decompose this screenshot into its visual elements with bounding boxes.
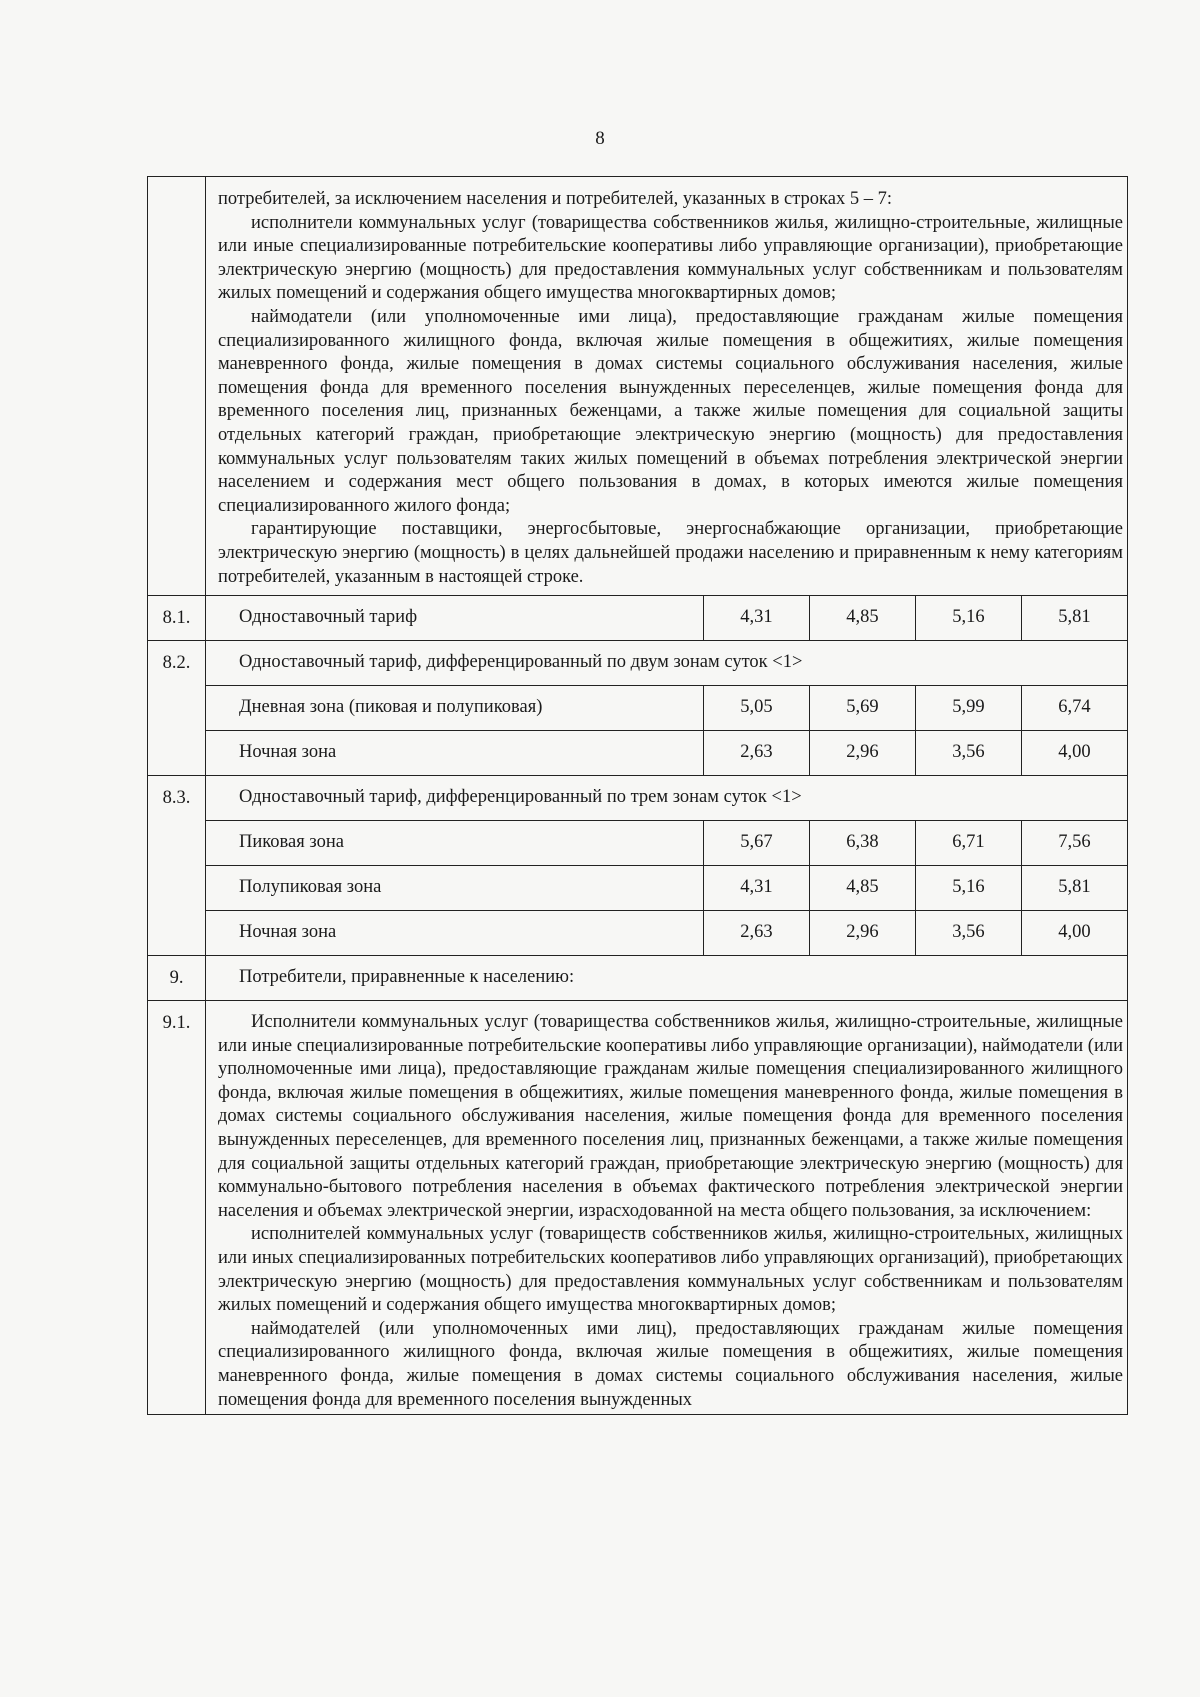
- value-cell: 5,99: [915, 686, 1021, 731]
- table-row-9: [148, 956, 1128, 1001]
- value-cell: 3,56: [915, 911, 1021, 956]
- table-row-continuation: [148, 177, 1128, 596]
- value-cell: 4,31: [703, 596, 809, 641]
- paragraph: исполнителей коммунальных услуг (товариществ собственников жилья, жилищно-строительных, жилищных или иных специализированных потребительских кооперативов либо управляющих организаций), приобретающих электрическую энергию (мощность) для предоставления коммунальных услуг собственникам и пользователям жилых помещений и содержания общего имущества многоквартирных домов;: [218, 1224, 1123, 1316]
- continuation-text-cell: [206, 177, 1128, 596]
- tariff-table: [147, 176, 1128, 1415]
- value-cell: 3,56: [915, 731, 1021, 776]
- row-number: 9.1.: [148, 1001, 206, 1415]
- row-number: 8.3.: [148, 776, 206, 956]
- row-label: Ночная зона: [206, 911, 704, 956]
- value-cell: 2,63: [703, 731, 809, 776]
- value-cell: 5,05: [703, 686, 809, 731]
- row-label: Дневная зона (пиковая и полупиковая): [206, 686, 704, 731]
- paragraph: гарантирующие поставщики, энергосбытовые, энергоснабжающие организации, приобретающие электрическую энергию (мощность) в целях дальнейшей продажи населению и приравненным к нему категориям потребителей, указанным в настоящей строке.: [218, 519, 1123, 587]
- table-row-8-3-peak: [148, 821, 1128, 866]
- row-label: Пиковая зона: [206, 821, 704, 866]
- paragraph: наймодатели (или уполномоченные ими лица), предоставляющие гражданам жилые помещения специализированного жилищного фонда, включая жилые помещения в общежитиях, жилые помещения маневренного фонда, жилые помещения в домах системы социального обслуживания населения, жилые помещения фонда для временного поселения вынужденных переселенцев, жилые помещения фонда для временного поселения лиц, признанных беженцами, а также жилые помещения для социальной защиты отдельных категорий граждан, приобретающие электрическую энергию (мощность) для предоставления коммунальных услуг пользователям таких жилых помещений в объемах потребления электрической энергии населением и содержания мест общего пользования в домах, в которых имеются жилые помещения специализированного жилого фонда;: [218, 306, 1123, 516]
- value-cell: 6,38: [809, 821, 915, 866]
- row-number: 9.: [148, 956, 206, 1001]
- value-cell: 2,63: [703, 911, 809, 956]
- value-cell: 6,71: [915, 821, 1021, 866]
- value-cell: 2,96: [809, 911, 915, 956]
- value-cell: 5,16: [915, 596, 1021, 641]
- paragraph: потребителей, за исключением населения и потребителей, указанных в строках 5 – 7:: [218, 189, 892, 209]
- row-text-cell: [206, 1001, 1128, 1415]
- table-row-8-3-night: [148, 911, 1128, 956]
- row-number-empty: [148, 177, 206, 596]
- table-row-8-3-semipeak: [148, 866, 1128, 911]
- table-row-8-2-night: [148, 731, 1128, 776]
- page-number: 8: [595, 128, 605, 149]
- value-cell: 4,85: [809, 596, 915, 641]
- value-cell: 5,67: [703, 821, 809, 866]
- value-cell: 4,31: [703, 866, 809, 911]
- value-cell: 5,81: [1021, 596, 1127, 641]
- value-cell: 5,16: [915, 866, 1021, 911]
- value-cell: 7,56: [1021, 821, 1127, 866]
- table-row-8-2: [148, 641, 1128, 686]
- value-cell: 4,00: [1021, 731, 1127, 776]
- value-cell: 6,74: [1021, 686, 1127, 731]
- table-row-8-2-day: [148, 686, 1128, 731]
- row-label: Одноставочный тариф, дифференцированный по трем зонам суток <1>: [206, 776, 1128, 821]
- row-label: Полупиковая зона: [206, 866, 704, 911]
- row-number: 8.1.: [148, 596, 206, 641]
- table-row-8-3: [148, 776, 1128, 821]
- paragraph: наймодателей (или уполномоченных ими лиц), предоставляющих гражданам жилые помещения специализированного жилищного фонда, включая жилые помещения в общежитиях, жилые помещения маневренного фонда, жилые помещения в домах системы социального обслуживания населения, жилые помещения фонда для временного поселения вынужденных: [218, 1318, 1123, 1410]
- paragraph: Исполнители коммунальных услуг (товарищества собственников жилья, жилищно-строительные, жилищные или иные специализированные потребительские кооперативы либо управляющие организации), наймодатели (или уполномоченные ими лица), предоставляющие гражданам жилые помещения специализированного жилищного фонда, включая жилые помещения в общежитиях, жилые помещения маневренного фонда, жилые помещения в домах системы социального обслуживания населения, жилые помещения фонда для временного поселения вынужденных переселенцев, для временного поселения лиц, признанных беженцами, а также жилые помещения для социальной защиты отдельных категорий граждан, приобретающие электрическую энергию (мощность) для коммунально-бытового потребления населения в объемах фактического потребления электрической энергии населения и объемах электрической энергии, израсходованной на места общего пользования, за исключением:: [218, 1012, 1123, 1221]
- row-number: 8.2.: [148, 641, 206, 776]
- row-label: Одноставочный тариф, дифференцированный по двум зонам суток <1>: [206, 641, 1128, 686]
- value-cell: 5,81: [1021, 866, 1127, 911]
- value-cell: 5,69: [809, 686, 915, 731]
- paragraph: исполнители коммунальных услуг (товарищества собственников жилья, жилищно-строительные, жилищные или иные специализированные потребительские кооперативы либо управляющие организации), приобретающие электрическую энергию (мощность) для предоставления коммунальных услуг собственникам и пользователям жилых помещений и содержания общего имущества многоквартирных домов;: [218, 212, 1123, 304]
- value-cell: 4,00: [1021, 911, 1127, 956]
- table-row-8-1: [148, 596, 1128, 641]
- value-cell: 4,85: [809, 866, 915, 911]
- row-label: Потребители, приравненные к населению:: [206, 956, 1128, 1001]
- table-row-9-1: [148, 1001, 1128, 1415]
- row-label: Одноставочный тариф: [206, 596, 704, 641]
- value-cell: 2,96: [809, 731, 915, 776]
- row-label: Ночная зона: [206, 731, 704, 776]
